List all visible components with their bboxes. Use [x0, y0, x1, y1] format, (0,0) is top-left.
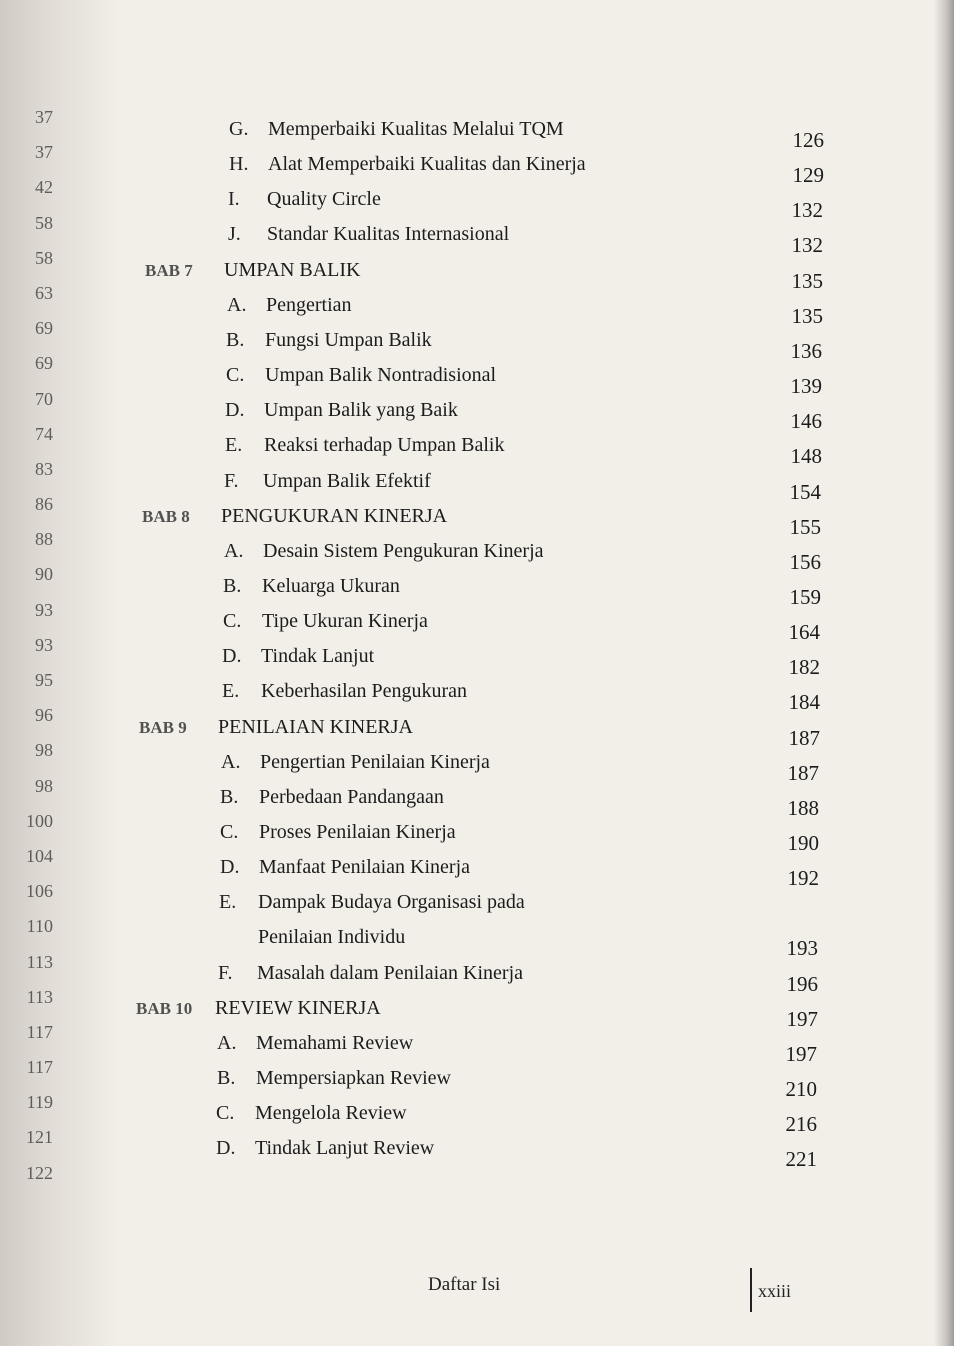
page-number: 190	[787, 831, 819, 855]
previous-page-number: 69	[35, 353, 53, 374]
section-letter: D.	[220, 856, 240, 879]
previous-page-number: 42	[35, 177, 53, 198]
page-number: 197	[785, 1041, 817, 1066]
previous-page-number: 119	[26, 1092, 53, 1113]
page-number: 155	[789, 514, 821, 539]
section-title: Alat Memperbaiki Kualitas dan Kinerja	[268, 153, 586, 176]
section-letter: G.	[229, 118, 249, 140]
section-title: Desain Sistem Pengukuran Kinerja	[263, 539, 544, 562]
section-letter: D.	[216, 1137, 236, 1160]
section-title: Tindak Lanjut	[261, 645, 375, 668]
section-title: Pengertian Penilaian Kinerja	[260, 750, 490, 773]
page-number: 132	[791, 233, 823, 258]
page-number: 197	[786, 1006, 818, 1031]
section-title: Memahami Review	[256, 1031, 414, 1054]
previous-page-number: 122	[26, 1162, 53, 1183]
previous-page-number: 93	[35, 599, 53, 620]
page-number: 216	[785, 1112, 817, 1137]
previous-page-number: 106	[26, 881, 53, 902]
previous-page-number: 113	[26, 951, 53, 972]
section-letter: D.	[222, 645, 242, 668]
section-letter: B.	[223, 574, 242, 597]
footer-label: Daftar Isi	[428, 1274, 501, 1295]
previous-page-number: 88	[35, 529, 53, 550]
page-number: 159	[789, 584, 821, 609]
previous-page-number: 63	[35, 282, 53, 303]
section-title: Umpan Balik Efektif	[263, 469, 431, 492]
previous-page-number: 117	[26, 1021, 53, 1042]
page-number: 156	[789, 549, 821, 574]
previous-page-number: 69	[35, 318, 53, 339]
previous-page-number: 93	[35, 634, 53, 655]
page-number: 135	[791, 303, 823, 328]
page-number: 221	[785, 1147, 817, 1172]
section-title: Keberhasilan Pengukuran	[261, 680, 468, 703]
previous-page-number: 98	[35, 740, 53, 761]
section-title: Tindak Lanjut Review	[255, 1137, 435, 1160]
previous-page-number: 96	[35, 705, 53, 726]
section-letter: C.	[216, 1102, 235, 1125]
section-title: Umpan Balik Nontradisional	[265, 364, 497, 387]
section-letter: C.	[223, 610, 242, 633]
page-number: 146	[790, 409, 822, 434]
previous-page-number: 58	[35, 212, 53, 233]
page-number: 187	[787, 760, 819, 785]
section-letter: A.	[224, 539, 244, 562]
section-letter: A.	[217, 1031, 237, 1054]
previous-page-number: 117	[26, 1057, 53, 1078]
section-title: Perbedaan Pandangaan	[259, 785, 444, 808]
page-number: 132	[791, 198, 823, 223]
section-title: Proses Penilaian Kinerja	[259, 821, 456, 843]
section-title: Mengelola Review	[255, 1102, 407, 1125]
section-title: Umpan Balik yang Baik	[264, 399, 458, 422]
section-letter: A.	[221, 750, 241, 773]
page-number: 188	[787, 795, 819, 820]
page-number: 193	[786, 936, 818, 961]
section-letter: I.	[228, 188, 240, 211]
previous-page-numbers	[3, 100, 53, 1191]
page-number: 192	[787, 866, 819, 891]
chapter-title: UMPAN BALIK	[224, 258, 361, 281]
page-number: 184	[788, 690, 820, 715]
section-title: Fungsi Umpan Balik	[265, 328, 432, 351]
section-letter: C.	[220, 821, 239, 843]
footer-page-number: xxiii	[758, 1281, 792, 1301]
previous-page-number: 98	[35, 775, 53, 796]
section-letter: E.	[219, 891, 237, 914]
previous-page-number: 121	[26, 1127, 53, 1148]
section-letter: F.	[218, 961, 233, 984]
chapter-number: BAB 10	[136, 998, 193, 1018]
previous-page-number: 90	[35, 564, 53, 585]
page-number: 129	[792, 163, 824, 188]
previous-page-number: 74	[35, 423, 53, 444]
chapter-title: PENGUKURAN KINERJA	[221, 504, 448, 527]
chapter-title: PENILAIAN KINERJA	[218, 715, 413, 738]
previous-page-number: 37	[35, 107, 53, 127]
section-letter: D.	[225, 399, 245, 422]
section-title: Mempersiapkan Review	[256, 1067, 451, 1090]
previous-page-number: 83	[35, 458, 53, 479]
section-letter: E.	[225, 434, 243, 457]
section-title: Reaksi terhadap Umpan Balik	[264, 434, 505, 457]
section-letter: B.	[217, 1067, 236, 1090]
section-letter: E.	[222, 680, 240, 703]
section-title: Masalah dalam Penilaian Kinerja	[257, 961, 524, 984]
section-letter: J.	[228, 223, 241, 246]
previous-page-number: 86	[35, 494, 53, 515]
section-letter: H.	[229, 153, 249, 176]
section-letter: B.	[220, 785, 239, 808]
section-title: Quality Circle	[267, 188, 381, 211]
page-number: 135	[791, 268, 823, 293]
page-number: 196	[786, 971, 818, 996]
section-title: Tipe Ukuran Kinerja	[262, 610, 428, 633]
previous-page-number: 110	[26, 916, 53, 937]
page-number: 136	[790, 338, 822, 363]
page-number: 154	[789, 479, 821, 504]
previous-page-number: 104	[26, 845, 53, 866]
page-number: 187	[788, 725, 820, 750]
previous-page-number: 58	[35, 247, 53, 268]
page-number: 182	[788, 655, 820, 680]
section-title: Manfaat Penilaian Kinerja	[259, 856, 471, 879]
chapter-number: BAB 8	[142, 506, 190, 526]
previous-page-number: 70	[35, 388, 53, 409]
previous-page-number: 95	[35, 670, 53, 690]
chapter-title: REVIEW KINERJA	[215, 996, 381, 1019]
section-title: Keluarga Ukuran	[262, 574, 400, 597]
footer-divider	[750, 1268, 752, 1312]
chapter-number: BAB 7	[145, 260, 193, 280]
previous-page-number: 100	[26, 810, 53, 831]
section-title: Standar Kualitas Internasional	[267, 223, 510, 246]
section-letter: C.	[226, 364, 245, 387]
page-number: 139	[790, 374, 822, 399]
page-edge-shadow	[934, 0, 954, 1346]
previous-page-number: 113	[26, 986, 53, 1007]
section-letter: A.	[227, 293, 247, 316]
page-number: 210	[785, 1077, 817, 1102]
section-title: Dampak Budaya Organisasi pada	[258, 891, 525, 914]
previous-page-number: 37	[35, 142, 53, 163]
section-title: Pengertian	[266, 293, 352, 316]
section-letter: F.	[224, 469, 239, 492]
chapter-number: BAB 9	[139, 717, 187, 737]
page-number: 148	[790, 444, 822, 469]
page-number: 126	[792, 128, 824, 152]
section-letter: B.	[226, 328, 245, 351]
section-title: Penilaian Individu	[258, 926, 406, 949]
section-title: Memperbaiki Kualitas Melalui TQM	[268, 118, 564, 140]
page-number: 164	[788, 620, 820, 645]
